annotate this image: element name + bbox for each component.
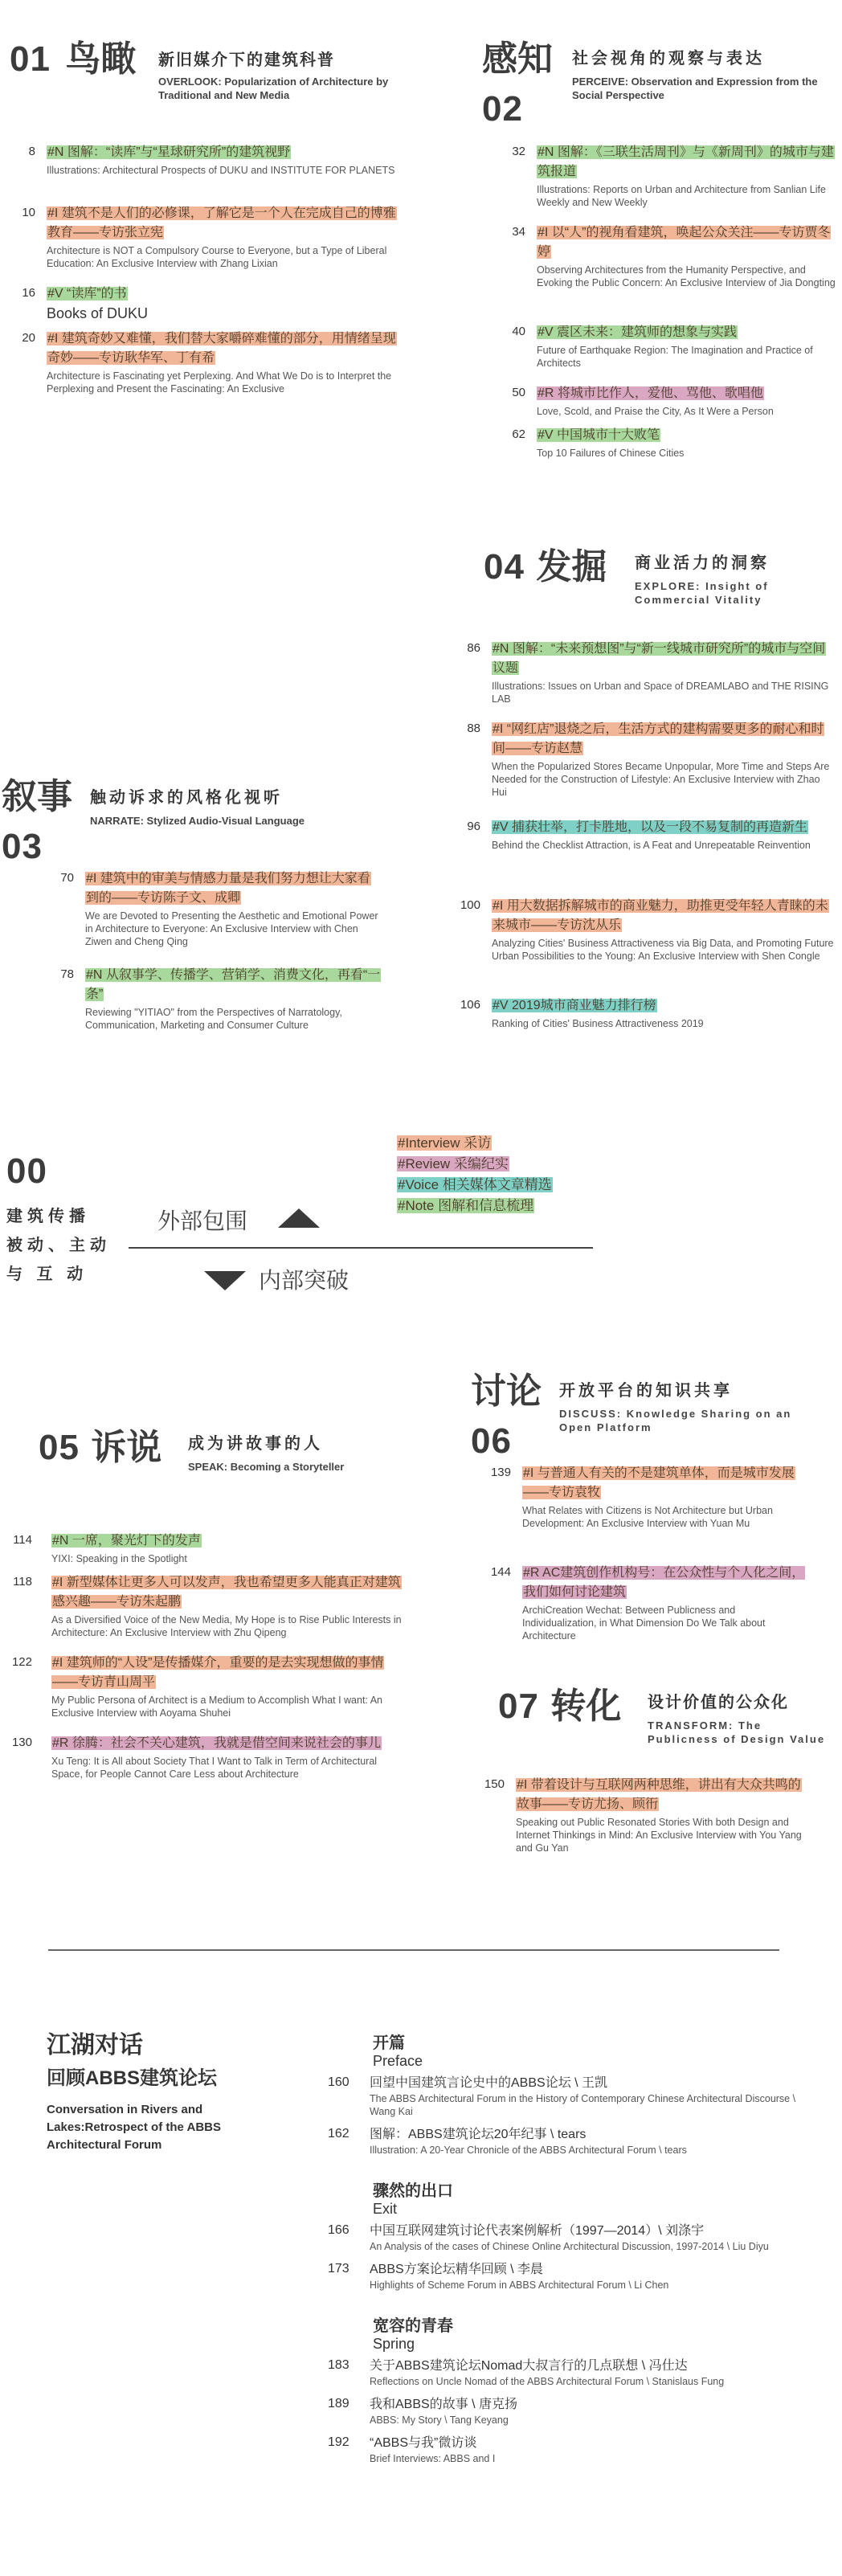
item-title: 图解：ABBS建筑论坛20年纪事 \ tears [370, 2128, 587, 2141]
item-title-en: As a Diversified Voice of the New Media, My Hope is to Rise Public Interests in Architecture: An Exclusive Interview with Zhu Qipeng [51, 1614, 402, 1638]
item-title-en: Behind the Checklist Attraction, is A Feat and Unrepeatable Reinvention [492, 840, 811, 851]
forum-group [373, 2177, 810, 2218]
page-number: 70 [60, 871, 74, 885]
page-number: 150 [484, 1777, 505, 1791]
page-number: 10 [22, 206, 35, 219]
item-title-en: Reflections on Uncle Nomad of the ABBS Architectural Forum \ Stanislaus Fung [370, 2376, 725, 2387]
section-03 [2, 779, 387, 865]
item-title-en: Love, Scold, and Praise the City, As It Were a Person [537, 406, 774, 417]
forum-group [373, 2312, 810, 2353]
item-title: #I 建筑师的“人设”是传播媒介，重要的是去实现想做的事情——专访青山周平 [52, 1656, 384, 1689]
section-subtitle-en: EXPLORE: Insight of Commercial Vitality [635, 580, 769, 606]
item-title-en: ABBS: My Story \ Tang Keyang [370, 2414, 509, 2426]
group-title-en: Exit [373, 2201, 398, 2217]
section-subtitle-cn: 开放平台的知识共享 [559, 1382, 733, 1400]
item-title: #V 震区未来：建筑师的想象与实践 [537, 325, 738, 339]
item-title: #V 2019城市商业魅力排行榜 [493, 999, 656, 1012]
item-title-en: Architecture is NOT a Compulsory Course to Everyone, but a Type of Liberal Education: An Exclusive Interview with Zhang Lixian [47, 245, 387, 269]
legend [397, 1133, 606, 1216]
item-title: #I 建筑不是人们的必修课，了解它是一个人在完成自己的博雅教育——专访张立宪 [47, 206, 396, 239]
item-title-en: Illustrations: Reports on Urban and Architecture from Sanlian Life Weekly and New Weekly [537, 184, 826, 208]
forum-title: 江湖对话 [47, 2032, 143, 2059]
item-title: 我和ABBS的故事 \ 唐克扬 [370, 2398, 518, 2411]
section-title: 转化 [550, 1687, 622, 1726]
page-number: 62 [512, 427, 525, 441]
item-title-en: Illustrations: Architectural Prospects of DUKU and INSTITUTE FOR PLANETS [47, 165, 395, 176]
item-title: ABBS方案论坛精华回顾 \ 李晨 [370, 2263, 544, 2276]
intro-line: 与 互 动 [6, 1266, 88, 1283]
section-subtitle-en: NARRATE: Stylized Audio-Visual Language [90, 815, 305, 827]
item-title: “ABBS与我”微访谈 [370, 2436, 477, 2450]
page-number: 166 [328, 2223, 349, 2237]
section-02 [482, 39, 836, 129]
item-title-en: We are Devoted to Presenting the Aesthetic and Emotional Power in Architecture to Everyone: An Exclusive Interview with Chen Ziwen and Cheng Qing [85, 910, 378, 947]
page-number: 78 [60, 967, 74, 981]
item-title-en: Reviewing "YITIAO" from the Perspectives of Narratology, Communication, Marketing and Consumer Culture [85, 1007, 342, 1031]
section-00 [6, 1151, 119, 1289]
item-title-en: Analyzing Cities' Business Attractiveness via Big Data, and Promoting Future Urban Possibilities to the Young: An Exclusive Interview with Shen Congle [492, 938, 834, 962]
section-title: 诉说 [91, 1428, 162, 1467]
item-title: #V 捕获壮举，打卡胜地，以及一段不易复制的再造新生 [493, 820, 808, 834]
page-number: 32 [512, 145, 525, 158]
section-number: 01 [10, 39, 51, 79]
section-number: 05 [39, 1428, 80, 1467]
item-title: #R 将城市比作人，爱他、骂他、歌唱他 [537, 386, 763, 400]
page-number: 106 [460, 998, 480, 1012]
item-title-en: Ranking of Cities' Business Attractiveness 2019 [492, 1018, 704, 1029]
page-number: 160 [328, 2075, 349, 2089]
section-subtitle-cn: 新旧媒介下的建筑科普 [158, 51, 335, 69]
item-title: #R AC建筑创作机构号：在公众性与个人化之间，我们如何讨论建筑 [523, 1566, 805, 1599]
item-title-en: Xu Teng: It is All about Society That I Want to Talk in Term of Architectural Space, for People Cannot Care Less about Architecture [51, 1756, 378, 1780]
item-title: #N 图解：“读库”与“星球研究所”的建筑视野 [47, 145, 291, 159]
page-number: 162 [328, 2127, 349, 2141]
intro-line: 被动、主动 [6, 1237, 111, 1254]
item-title-en: Books of DUKU [47, 305, 149, 321]
section-title: 发掘 [536, 547, 607, 587]
item-title: #I 新型媒体让更多人可以发声，我也希望更多人能真正对建筑感兴趣——专访朱起鹏 [52, 1576, 401, 1609]
toc-item[interactable] [13, 329, 399, 399]
page-number: 189 [328, 2397, 349, 2410]
triangle-up-icon [278, 1208, 320, 1228]
page-number: 139 [490, 1466, 511, 1479]
page-number: 86 [467, 641, 480, 655]
item-title-en: What Relates with Citizens is Not Architecture but Urban Development: An Exclusive Interview with Yuan Mu [522, 1505, 773, 1529]
forum-item[interactable] [328, 2396, 810, 2427]
section-number: 04 [484, 547, 525, 587]
page-number: 144 [490, 1565, 511, 1579]
item-title-en: Architecture is Fascinating yet Perplexing. And What We Do is to Interpret the Perplexing and Present the Fascinating: An Exclusive [47, 370, 392, 395]
section-subtitle-cn: 成为讲故事的人 [188, 1435, 323, 1453]
forum-item[interactable] [328, 2261, 810, 2292]
section-04 [484, 547, 837, 606]
section-title: 感知 [482, 39, 553, 79]
section-06 [471, 1374, 824, 1459]
item-title-en: Future of Earthquake Region: The Imagination and Practice of Architects [537, 345, 813, 369]
item-title-en: Speaking out Public Resonated Stories With both Design and Internet Thinkings in Mind: An Exclusive Interview with You Yang and Gu Yan [516, 1817, 802, 1854]
section-subtitle-en: PERCEIVE: Observation and Expression from the Social Perspective [572, 76, 818, 101]
item-title: #I 带着设计与互联网两种思维，讲出有大众共鸣的故事——专访尤扬、顾衎 [517, 1778, 801, 1811]
section-number: 00 [6, 1151, 47, 1191]
section-07 [498, 1687, 836, 1745]
section-number: 03 [2, 827, 43, 866]
section-number: 07 [498, 1687, 539, 1726]
forum-item[interactable] [328, 2126, 810, 2157]
item-title: 回望中国建筑言论史中的ABBS论坛 \ 王凯 [370, 2076, 608, 2090]
forum-item[interactable] [328, 2222, 810, 2253]
section-number: 06 [471, 1421, 512, 1461]
section-01 [10, 39, 411, 101]
forum-subtitle: 回顾ABBS建筑论坛 [47, 2067, 218, 2089]
group-title-en: Spring [373, 2336, 415, 2352]
section-divider [48, 1949, 779, 1951]
item-title-en: ArchiCreation Wechat: Between Publicness and Individualization, in What Dimension Do We Talk about Architecture [522, 1605, 766, 1642]
page-number: 114 [13, 1533, 32, 1547]
item-title: #I 用大数据拆解城市的商业魅力，助推更受年轻人青睐的未来城市——专访沈从乐 [493, 899, 828, 932]
forum-item[interactable] [328, 2357, 810, 2388]
item-title: #V 中国城市十大败笔 [537, 428, 660, 442]
page-number: 8 [28, 145, 35, 158]
item-title-en: The ABBS Architectural Forum in the History of Contemporary Chinese Architectural Discourse \ Wang Kai [370, 2093, 796, 2117]
item-title: #I 与普通人有关的不是建筑单体，而是城市发展——专访袁牧 [523, 1466, 795, 1499]
group-title: 开篇 [373, 2034, 405, 2052]
forum-contents [328, 2030, 810, 2473]
page-number: 50 [512, 386, 525, 399]
item-title: #R 徐腾：社会不关心建筑，我就是借空间来说社会的事儿 [52, 1736, 381, 1750]
item-title-en: YIXI: Speaking in the Spotlight [51, 1553, 187, 1564]
section-subtitle-en: TRANSFORM: The Publicness of Design Value [648, 1719, 826, 1745]
section-title: 叙事 [2, 777, 72, 816]
inside-label: 内部突破 [259, 1268, 349, 1293]
legend-interview: #Interview 采访 [398, 1135, 492, 1151]
item-title: #N 图解：“未来预想图”与“新一线城市研究所”的城市与空间议题 [493, 642, 826, 675]
item-title: #N 从叙事学、传播学、营销学、消费文化，再看“一条” [86, 968, 381, 1001]
item-title-en: An Analysis of the cases of Chinese Online Architectural Discussion, 1997-2014 \ Liu Diyu [370, 2241, 769, 2252]
section-title: 讨论 [471, 1372, 542, 1411]
item-title: #I 以“人”的视角看建筑，唤起公众关注——专访贾冬婷 [537, 226, 831, 259]
page-number: 118 [13, 1575, 32, 1589]
section-subtitle-cn: 设计价值的公众化 [648, 1694, 789, 1711]
page-number: 96 [467, 820, 480, 833]
item-title-en: Brief Interviews: ABBS and I [370, 2453, 496, 2464]
horizontal-divider [129, 1247, 593, 1249]
item-title: #N 一席，聚光灯下的发声 [52, 1534, 201, 1548]
item-title: #I 建筑中的审美与情感力量是我们努力想让大家看到的——专访陈子文、成卿 [86, 872, 370, 905]
page-number: 130 [11, 1736, 32, 1749]
item-title: #V “读库”的书 [47, 287, 127, 301]
forum-heading [47, 2025, 255, 2154]
forum-item[interactable] [328, 2075, 810, 2118]
page-number: 34 [512, 225, 525, 239]
item-title-en: Illustration: A 20-Year Chronicle of the ABBS Architectural Forum \ tears [370, 2145, 687, 2156]
group-title: 宽容的青春 [373, 2317, 453, 2335]
outside-label: 外部包围 [157, 1208, 248, 1233]
page-number: 88 [467, 722, 480, 735]
page-number: 16 [22, 286, 35, 300]
item-title-en: My Public Persona of Architect is a Medium to Accomplish What I want: An Exclusive Interview with Aoyama Shuhei [51, 1695, 382, 1719]
legend-note: #Note 图解和信息梳理 [398, 1198, 534, 1213]
item-title-en: When the Popularized Stores Became Unpopular, More Time and Steps Are Needed for the Construction of Lifestyle: An Exclusive Interview with Zhao Hui [492, 761, 830, 798]
intro-line: 建筑传播 [6, 1208, 90, 1225]
section-subtitle-cn: 商业活力的洞察 [635, 554, 770, 572]
section-subtitle-en: DISCUSS: Knowledge Sharing on an Open Platform [559, 1408, 792, 1433]
section-subtitle-cn: 触动诉求的风格化视听 [90, 789, 283, 807]
section-number: 02 [482, 89, 523, 129]
item-title-en: Top 10 Failures of Chinese Cities [537, 448, 685, 459]
item-title-en: Illustrations: Issues on Urban and Space of DREAMLABO and THE RISING LAB [492, 681, 829, 705]
item-title: 中国互联网建筑讨论代表案例解析（1997—2014）\ 刘涤宇 [370, 2224, 705, 2238]
page-number: 192 [328, 2435, 349, 2449]
legend-voice: #Voice 相关媒体文章精选 [398, 1177, 552, 1192]
item-title: 关于ABBS建筑论坛Nomad大叔言行的几点联想 \ 冯仕达 [370, 2359, 688, 2373]
page-number: 173 [328, 2262, 349, 2275]
section-subtitle-cn: 社会视角的观察与表达 [572, 50, 765, 67]
item-title: #N 图解：《三联生活周刊》与《新周刊》的城市与建筑报道 [537, 145, 834, 178]
triangle-down-icon [204, 1271, 246, 1290]
item-title: #I “网红店”退烧之后，生活方式的建构需要更多的耐心和时间——专访赵慧 [493, 722, 824, 755]
item-title: #I 建筑奇妙又难懂，我们替大家嚼碎难懂的部分，用情绪呈现奇妙——专访耿华军、丁有希 [47, 332, 396, 365]
page-number: 183 [328, 2358, 349, 2372]
page-number: 122 [11, 1655, 32, 1669]
forum-group [373, 2030, 810, 2070]
group-title: 骤然的出口 [373, 2182, 453, 2200]
section-title: 鸟瞰 [65, 39, 137, 79]
item-title-en: Highlights of Scheme Forum in ABBS Architectural Forum \ Li Chen [370, 2280, 669, 2291]
group-title-en: Preface [373, 2053, 423, 2069]
section-05 [39, 1428, 416, 1473]
section-subtitle-en: OVERLOOK: Popularization of Architecture by Traditional and New Media [158, 76, 389, 101]
item-title-en: Observing Architectures from the Humanity Perspective, and Evoking the Public Concern: An Exclusive Interview of Jia Dongting [537, 264, 836, 288]
page-number: 20 [22, 331, 35, 345]
forum-title-en: Conversation in Rivers and Lakes:Retrospect of the ABBS Architectural Forum [47, 2103, 221, 2152]
forum-item[interactable] [328, 2435, 810, 2465]
section-subtitle-en: SPEAK: Becoming a Storyteller [188, 1461, 345, 1473]
page-number: 100 [460, 898, 480, 912]
legend-review: #Review 采编纪实 [398, 1156, 509, 1171]
page-number: 40 [512, 325, 525, 338]
